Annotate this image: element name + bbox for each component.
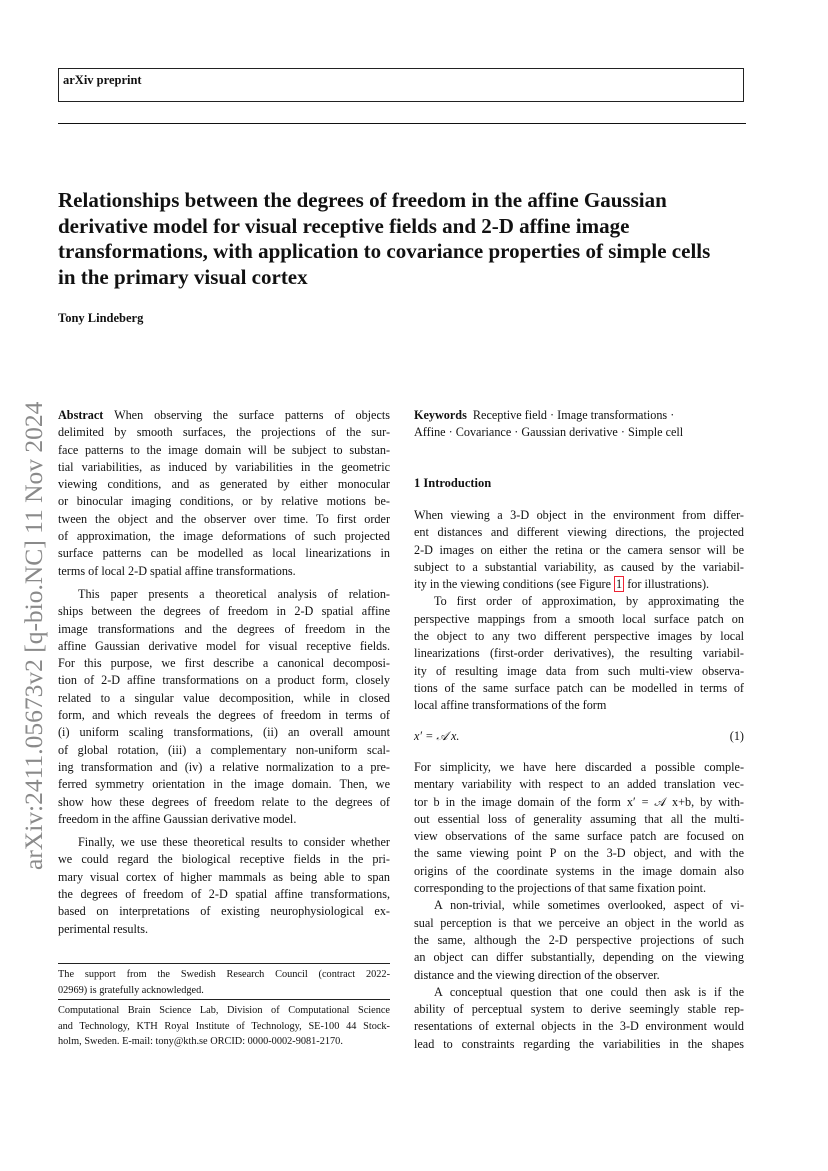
text-line: the degrees of freedom of 2-D spatial affine transformations,: [58, 887, 390, 902]
text-line: subject to a substantial variability, as caused by the variabil-: [414, 559, 744, 574]
text-line: tween the object and the observer over time. To first order: [58, 511, 390, 526]
text-line: the same, although the 2-D perspective projections of such: [414, 932, 744, 947]
text-line: ferred symmetry orientation in the image domain. Then, we: [58, 777, 390, 792]
text-line: freedom in the affine Gaussian derivative model.: [58, 811, 297, 826]
text-line: or binocular imaging conditions, or by relative motions be-: [58, 494, 390, 509]
text-line: A conceptual question that one could then ask is if the: [434, 984, 744, 999]
abstract-paragraph-3: [58, 834, 390, 938]
text-line: tion of 2-D affine transformations on a product form, closely: [58, 673, 390, 688]
text-line: the object to any two different perspective images by local: [414, 629, 744, 644]
text-line: related to a singular value decomposition, while in closed: [58, 690, 390, 705]
text-line: and Technology, KTH Royal Institute of Technology, SE-100 44 Stock-: [58, 1020, 390, 1032]
header-box: [58, 68, 744, 102]
arxiv-side-identifier: arXiv:2411.05673v2 [q-bio.NC] 11 Nov 2024: [19, 401, 48, 870]
text-line: Computational Brain Science Lab, Division of Computational Science: [58, 1005, 390, 1016]
text-line: Abstract When observing the surface patterns of objects: [58, 408, 391, 422]
title-line: in the primary visual cortex: [58, 264, 308, 289]
text-line: origins of the coordinate systems in the image domain also: [414, 863, 744, 878]
text-line: 02969) is gratefully acknowledged.: [58, 984, 204, 996]
text-line: view observations of the same surface patch are focused on: [414, 829, 744, 844]
introduction-text: [414, 507, 744, 715]
intro-paragraph-1: [414, 507, 744, 593]
text-line: holm, Sweden. E-mail: tony@kth.se ORCID: 0000-0002-9081-2170.: [58, 1036, 343, 1047]
abstract-label: Abstract: [58, 408, 104, 422]
text-line: ability of perceptual system to derive seemingly stable rep-: [414, 1002, 744, 1017]
text-line: surface patterns can be modelled as local linearizations in: [58, 546, 390, 561]
section-heading: [414, 475, 744, 492]
text-line: perspective mappings from a smooth local surface patch on: [414, 611, 744, 626]
introduction-text-continued: [414, 759, 744, 1053]
text-line: ing transformation and (iv) a relative normalization to a pre-: [58, 759, 390, 774]
text-line: viewing conditions, and as generated by either monocular: [58, 477, 390, 492]
text-line: ent distances and different viewing directions, the projected: [414, 525, 744, 540]
text-line: resentations of external objects in the 3-D environment would: [414, 1019, 744, 1034]
text-line: tor b in the image domain of the form x′ = 𝒜 x+b, by with-: [414, 794, 744, 809]
footnote-rule: [58, 963, 390, 964]
footnote-rule: [58, 999, 390, 1000]
paper-title: [58, 188, 758, 290]
text-line: image transformations and the degrees of freedom in the: [58, 621, 390, 636]
section-title: Introduction: [423, 476, 492, 490]
intro-paragraph-2: [414, 593, 744, 714]
title-line: transformations, with application to covariance properties of simple cells: [58, 239, 711, 263]
text-line: The support from the Swedish Research Council (contract 2022-: [58, 969, 390, 980]
affiliation-footnote: [58, 1003, 390, 1050]
text-line: To first order of approximation, by approximating the: [434, 594, 744, 609]
text-line: Finally, we use these theoretical results to consider whether: [78, 835, 390, 850]
text-line: This paper presents a theoretical analysis of relation-: [78, 586, 390, 601]
author: Tony Lindeberg: [58, 311, 144, 325]
text-line: affine Gaussian derivative model for visual receptive fields.: [58, 638, 390, 653]
text-line: For simplicity, we have here discarded a possible comple-: [414, 760, 744, 774]
text-line: linearizations (first-order derivatives), the resulting variabil-: [414, 646, 744, 661]
text-line: ships between the degrees of freedom in 2-D spatial affine: [58, 604, 390, 619]
text-line: mary visual cortex of higher mammals as being able to span: [58, 869, 390, 884]
keywords-label: Keywords: [414, 408, 467, 422]
text-line: distance and the viewing direction of the observer.: [414, 967, 660, 982]
text-line: 2-D images on either the retina or the camera sensor will be: [414, 542, 744, 557]
text-line: we could regard the biological receptive fields in the pri-: [58, 852, 390, 867]
intro-paragraph-5: [414, 984, 744, 1053]
intro-paragraph-3: [414, 759, 744, 897]
text-line: delimited by smooth surfaces, the projections of the sur-: [58, 425, 390, 440]
equation-expression: x′ = 𝒜 x.: [414, 729, 460, 743]
text-line: based on interpretations of existing neurophysiological ex-: [58, 904, 390, 919]
text-line: form, and which reveals the degrees of freedom in terms of: [58, 708, 390, 723]
text-line: an object can differ substantially, depending on the viewing: [414, 950, 744, 965]
text-line: face patterns to the image domain will be subject to substan-: [58, 442, 390, 457]
abstract-paragraph-1: [58, 407, 390, 580]
abstract-paragraph-2: [58, 586, 390, 828]
text-line: ity of resulting image data from such multi-view observa-: [414, 663, 744, 678]
text-line: tions of the same surface patch can be modelled in terms of: [414, 680, 744, 695]
text-line: perimental results.: [58, 921, 149, 936]
text-line: terms of local 2-D spatial affine transformations.: [58, 563, 296, 578]
text-line: corresponding to the projections of that same fixation point.: [414, 881, 707, 896]
header-label: arXiv preprint: [63, 73, 142, 87]
text-line: A non-trivial, while sometimes overlooked, aspect of vi-: [434, 898, 744, 913]
text-line: ity in the viewing conditions (see Figure 1 for illustrations).: [414, 577, 710, 592]
text-line: local affine transformations of the form: [414, 698, 607, 713]
text-line: show how these degrees of freedom relate to the degrees of: [58, 794, 390, 809]
text-line: out essential loss of generality assuming that all the multi-: [414, 811, 744, 826]
text-line: lead to constraints regarding the variabilities in the shapes: [414, 1036, 744, 1051]
figure-reference-link[interactable]: 1: [616, 577, 623, 592]
text-line: Keywords Receptive field · Image transformations ·: [414, 408, 675, 422]
intro-paragraph-4: [414, 897, 744, 983]
text-line: (i) uniform scaling transformations, (ii) an overall amount: [58, 725, 390, 740]
text-line: the same viewing point P on the 3-D object, and with the: [414, 846, 744, 861]
text-line: sual perception is that we perceive an object in the world as: [414, 915, 744, 930]
text-line: For this purpose, we first describe a canonical decomposi-: [58, 656, 390, 671]
text-line: When viewing a 3-D object in the environment from differ-: [414, 508, 744, 522]
text-line: of global rotation, (iii) a complementary non-uniform scal-: [58, 742, 390, 757]
funding-footnote: [58, 967, 390, 998]
text-line: of approximation, the image deformations of such projected: [58, 529, 390, 544]
title-line: derivative model for visual receptive fields and 2-D affine image: [58, 213, 630, 238]
equation-number: (1): [729, 729, 744, 743]
abstract: [58, 407, 390, 938]
text-line: Affine · Covariance · Gaussian derivative · Simple cell: [414, 425, 684, 440]
text-line: mentary variability with respect to an added translation vec-: [414, 777, 744, 792]
title-line: Relationships between the degrees of freedom in the affine Gaussian: [58, 188, 667, 212]
text-line: tial variabilities, as induced by variabilities in the geometric: [58, 459, 390, 474]
equation-1: [414, 728, 744, 746]
keywords: [414, 407, 744, 442]
section-number: 1: [414, 476, 421, 490]
header-rule: [58, 123, 746, 124]
